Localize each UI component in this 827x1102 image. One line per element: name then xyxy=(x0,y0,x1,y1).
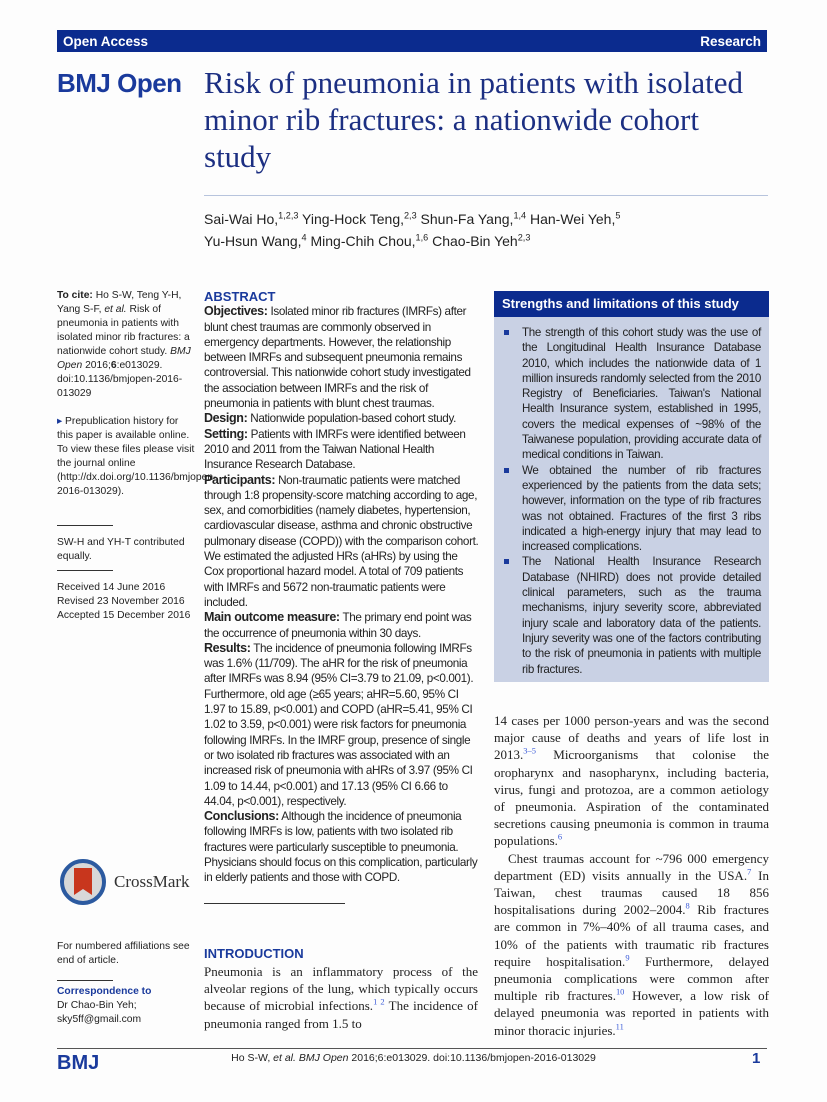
correspondence-label: Correspondence to xyxy=(57,986,152,997)
author: Chao-Bin Yeh$^{2,3}$ xyxy=(432,232,531,249)
page-number: 1 xyxy=(752,1050,761,1067)
prepub-note: ▸ Prepublication history for this paper is available online. To view these files please visit the journal online (http://dx.doi.org/10.1136/bmjopen-2016-013029). xyxy=(57,416,217,497)
author: Shun-Fa Yang,$^{1,4}$ xyxy=(420,210,527,227)
abstract-section: Conclusions: Although the incidence of pneumonia following IMRFs is low, patients with two isolated rib fractures were particularly susceptible to pneumonia. Physicians should focus on this complication, particularly in elderly patients and those with COPD. xyxy=(204,809,478,885)
correspondence-name: Dr Chao-Bin Yeh; xyxy=(57,1000,137,1011)
revised-date: Revised 23 November 2016 xyxy=(57,596,185,607)
footer-citation: Ho S-W, et al. BMJ Open 2016;6:e013029. doi:10.1136/bmjopen-2016-013029 xyxy=(231,1052,596,1064)
strengths-heading: Strengths and limitations of this study xyxy=(494,291,769,317)
abstract-section: Design: Nationwide population-based cohort study. xyxy=(204,411,456,426)
intro-paragraph: Pneumonia is an inflammatory process of the alveolar regions of the lung, which typically occurs because of microbial infections.$^{1 2}$ The incidence of pneumonia ranged from 1.5 to xyxy=(204,964,478,1031)
correspondence-block xyxy=(57,940,195,1027)
abstract xyxy=(204,289,480,886)
crossmark-icon xyxy=(60,859,106,905)
bmj-logo: BMJ xyxy=(57,1052,100,1074)
correspondence-email[interactable]: sky5ff@gmail.com xyxy=(57,1014,142,1025)
divider xyxy=(204,903,345,904)
author: Han-Wei Yeh,$^5$ xyxy=(529,210,621,227)
strength-bullet: The National Health Insurance Research Database (NHIRD) does not provide detailed clinical parameters, such as the trauma mechanisms, injury severity score, abbreviated injury scale and laboratory data of the patients. Injury severity was one of the factors contributing to the risk of pneumonia in patients with multiple rib fractures. xyxy=(502,554,761,676)
author-list xyxy=(204,208,764,252)
bullet-icon xyxy=(504,559,509,564)
abstract-section: Objectives: Isolated minor rib fractures (IMRFs) after blunt chest traumas are commonly observed in emergency departments. However, the relationship between IMRFs and subsequent pneumonia remains controversial. This nationwide cohort study investigated the association between IMRFs and the risk of pneumonia in patients with blunt chest traumas. xyxy=(204,304,471,411)
bullet-icon xyxy=(504,468,509,473)
abstract-section: Setting: Patients with IMRFs were identified between 2010 and 2011 from the Taiwan National Health Insurance Research Database. xyxy=(204,426,466,472)
author: Sai-Wai Ho,$^{1,2,3}$ xyxy=(204,210,299,227)
accepted-date: Accepted 15 December 2016 xyxy=(57,610,191,621)
introduction xyxy=(204,946,478,1032)
divider xyxy=(57,525,113,526)
open-access-label: Open Access xyxy=(63,33,149,49)
divider xyxy=(57,1048,767,1049)
abstract-section: Main outcome measure: The primary end point was the occurrence of pneumonia within 30 days. xyxy=(204,610,472,640)
affiliation-note: For numbered affiliations see end of article. xyxy=(57,941,190,966)
abstract-section: Participants: Non-traumatic patients were matched through 1:8 propensity-score matching according to age, sex, and comorbidities (namely diabetes, hypertension, cardiovascular disease, asthma and chronic obstructive pulmonary disease (COPD)) with the comparison cohort. We estimated the adjusted HRs (aHRs) by using the Cox proportional hazard model. A total of 709 patients with IMRFs and 5672 non-traumatic patients were included. xyxy=(204,472,479,609)
divider xyxy=(204,195,768,196)
author: Yu-Hsun Wang,$^4$ xyxy=(204,232,307,249)
section-label: Research xyxy=(700,33,761,49)
intro-paragraph: Chest traumas account for ~796 000 emergency department (ED) visits annually in the USA.$^7$ In Taiwan, chest traumas caused 18 856 hospitalisations during 2002–2004.$^8$ Rib fractures are common in 7%–40% of all trauma cases, and 10% of the patients with traumatic rib fractures require hospitalisation.$^9$ Furthermore, delayed pneumonia complications were common after multiple rib fractures.$^{10}$ However, a low risk of delayed pneumonia was reported in patients with minor thoracic injuries.$^{11}$ xyxy=(494,850,770,1038)
divider xyxy=(57,570,113,571)
citation: To cite: Ho S-W, Teng Y-H, Yang S-F, et al. Risk of pneumonia in patients with isolated minor rib fractures: a nationwide cohort study. BMJ Open 2016;6:e013029. doi:10.1136/bmjopen-2016-013029 xyxy=(57,290,191,399)
intro-continued xyxy=(494,712,769,1039)
header-bar xyxy=(57,30,767,52)
bullet-icon xyxy=(504,330,509,335)
author: Ming-Chih Chou,$^{1,6}$ xyxy=(310,232,429,249)
contrib-note: SW-H and YH-T contributed equally. xyxy=(57,537,185,562)
article-title: Risk of pneumonia in patients with isolated minor rib fractures: a nationwide cohort study xyxy=(204,65,743,174)
strength-bullet: We obtained the number of rib fractures experienced by the patients from the data sets; however, information on the type of rib fractures was not obtained. Fractures of the first 3 ribs indicated a high-energy injury that may lead to increased complications. xyxy=(502,463,761,555)
sidebar xyxy=(57,289,217,623)
intro-paragraph: 14 cases per 1000 person-years and was the second major cause of deaths and years of life lost in 2013.$^{3-5}$ Microorganisms that colonise the oropharynx and nasopharynx, including bacteria, virus, fungi and protozoa, are a common aetiology of pneumonia. Aspiration of the contaminated secretions causing pneumonia is common in trauma populations.$^6$ xyxy=(494,713,769,849)
divider xyxy=(57,980,113,981)
strengths-box xyxy=(494,291,769,682)
journal-logo: BMJ Open xyxy=(57,68,182,98)
strength-bullet: The strength of this cohort study was the use of the Longitudinal Health Insurance Database 2010, which includes the nationwide data of 1 million insureds randomly selected from the 2010 Registry of Beneficiaries. Taiwan's National Health Insurance system, established in 1995, covers the medical expenses of ~98% of the Taiwanese population, providing accurate data of medical conditions in Taiwan. xyxy=(502,325,761,463)
author: Ying-Hock Teng,$^{2,3}$ xyxy=(302,210,417,227)
abstract-section: Results: The incidence of pneumonia following IMRFs was 1.6% (11/709). The aHR for the risk of pneumonia after IMRFs was 8.94 (95% CI=3.79 to 21.09, p<0.001). Furthermore, old age (≥65 years; aHR=5.60, 95% CI 1.97 to 15.89, p<0.001) and COPD (aHR=5.41, 95% CI 1.02 to 3.59, p<0.001) were risk factors for pneumonia following IMRFs. In the IMRF group, presence of single or two isolated rib fractures was associated with an increased risk of pneumonia with aHRs of 3.97 (95% CI 1.09 to 14.44, p<0.001) and 17.13 (95% CI 6.66 to 44.04, p<0.001), respectively. xyxy=(204,640,474,808)
triangle-icon: ▸ xyxy=(57,416,66,427)
crossmark-button[interactable]: CrossMark xyxy=(60,857,190,907)
abstract-heading: ABSTRACT xyxy=(204,289,276,304)
intro-heading: INTRODUCTION xyxy=(204,946,304,961)
received-date: Received 14 June 2016 xyxy=(57,582,166,593)
